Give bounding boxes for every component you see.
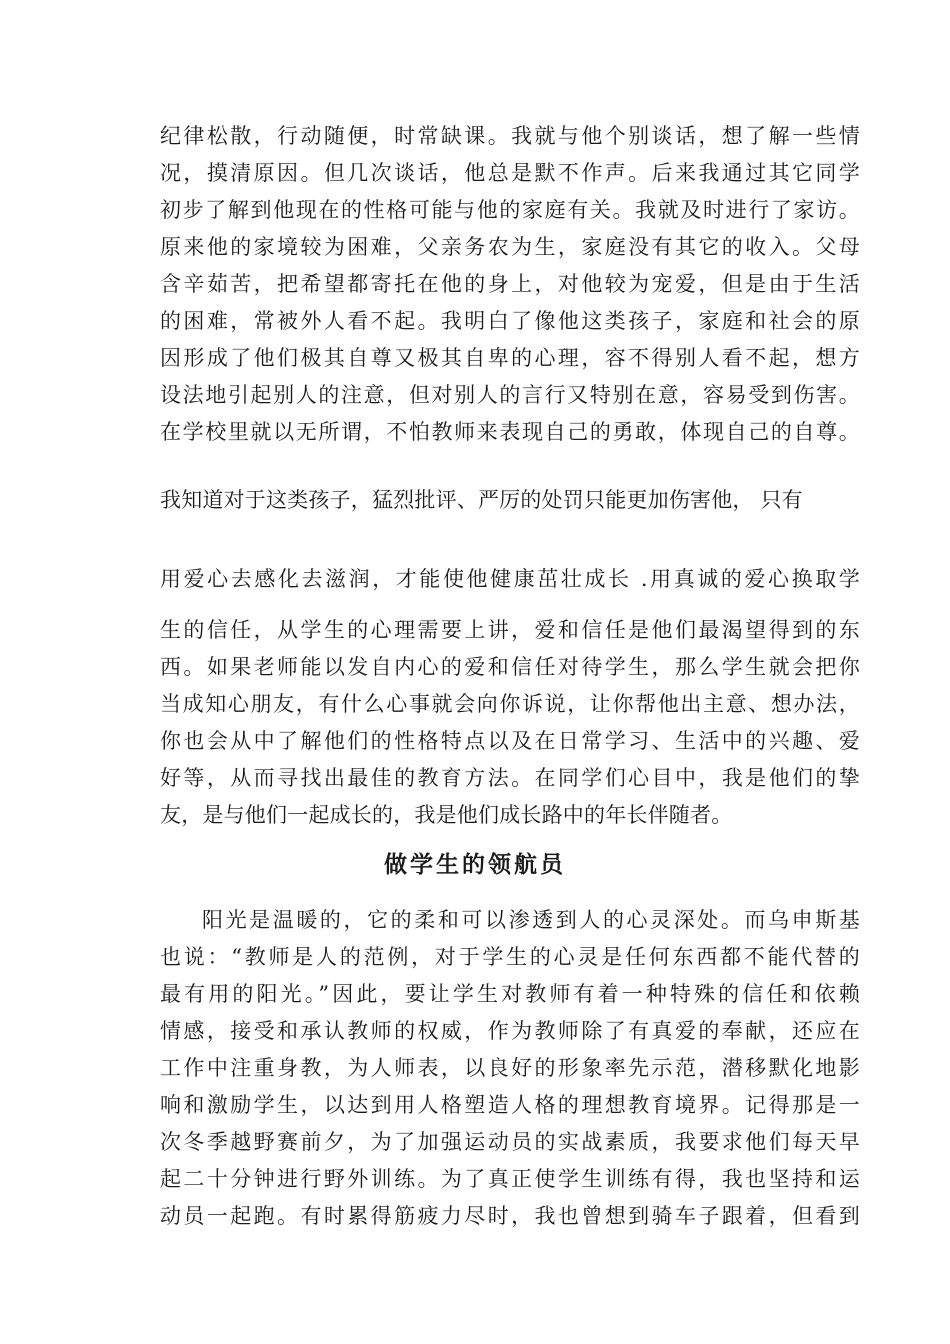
text-line: 生的信任，从学生的心理需要上讲，爱和信任是他们最渴望得到的东 [160, 618, 860, 642]
text-line: 当成知心朋友，有什么心事就会向你诉说，让你帮他出主意、想办法， [160, 692, 860, 716]
text-line: 用爱心去感化去滋润，才能使他健康茁壮成长 .用真诚的爱心换取学 [160, 567, 860, 591]
text-line: 因形成了他们极其自尊又极其自卑的心理，容不得别人看不起，想方 [160, 346, 860, 370]
text-line: 响和激励学生，以达到用人格塑造人格的理想教育境界。记得那是一 [160, 1093, 860, 1117]
text-line: 西。如果老师能以发自内心的爱和信任对待学生，那么学生就会把你 [160, 655, 860, 679]
text-line: 在学校里就以无所谓，不怕教师来表现自己的勇敢，体现自己的自尊。 [160, 420, 860, 444]
text-line: 纪律松散，行动随便，时常缺课。我就与他个别谈话，想了解一些情 [160, 124, 860, 148]
text-line: 含辛茹苦，把希望都寄托在他的身上，对他较为宠爱，但是由于生活 [160, 272, 860, 296]
text-line: 最有用的阳光。”因此，要让学生对教师有着一种特殊的信任和依赖 [160, 982, 860, 1006]
text-line: 好等，从而寻找出最佳的教育方法。在同学们心目中，我是他们的挚 [160, 766, 860, 790]
text-line: 你也会从中了解他们的性格特点以及在日常学习、生活中的兴趣、爱 [160, 729, 860, 753]
text-line: 原来他的家境较为困难，父亲务农为生，家庭没有其它的收入。父母 [160, 235, 860, 259]
text-line: 况，摸清原因。但几次谈话，他总是默不作声。后来我通过其它同学 [160, 161, 860, 185]
text-line: 工作中注重身教，为人师表，以良好的形象率先示范，潜移默化地影 [160, 1056, 860, 1080]
text-line: 设法地引起别人的注意，但对别人的言行又特别在意，容易受到伤害。 [160, 383, 860, 407]
section-title: 做学生的领航员 [384, 851, 566, 878]
text-line: 动员一起跑。有时累得筋疲力尽时，我也曾想到骑车子跟着，但看到 [160, 1204, 860, 1228]
text-line: 也说：“教师是人的范例，对于学生的心灵是任何东西都不能代替的 [160, 945, 860, 969]
text-line: 友，是与他们一起成长的，我是他们成长路中的年长伴随者。 [160, 803, 733, 827]
text-line: 阳光是温暖的，它的柔和可以渗透到人的心灵深处。而乌申斯基 [202, 908, 860, 932]
text-line: 初步了解到他现在的性格可能与他的家庭有关。我就及时进行了家访。 [160, 198, 860, 222]
text-line: 情感，接受和承认教师的权威，作为教师除了有真爱的奉献，还应在 [160, 1019, 860, 1043]
text-line: 我知道对于这类孩子，猛烈批评、严厉的处罚只能更加伤害他， 只有 [160, 488, 803, 512]
text-line: 次冬季越野赛前夕，为了加强运动员的实战素质，我要求他们每天早 [160, 1130, 860, 1154]
text-line: 的困难，常被外人看不起。我明白了像他这类孩子，家庭和社会的原 [160, 309, 860, 333]
text-line: 起二十分钟进行野外训练。为了真正使学生训练有得，我也坚持和运 [160, 1167, 860, 1191]
